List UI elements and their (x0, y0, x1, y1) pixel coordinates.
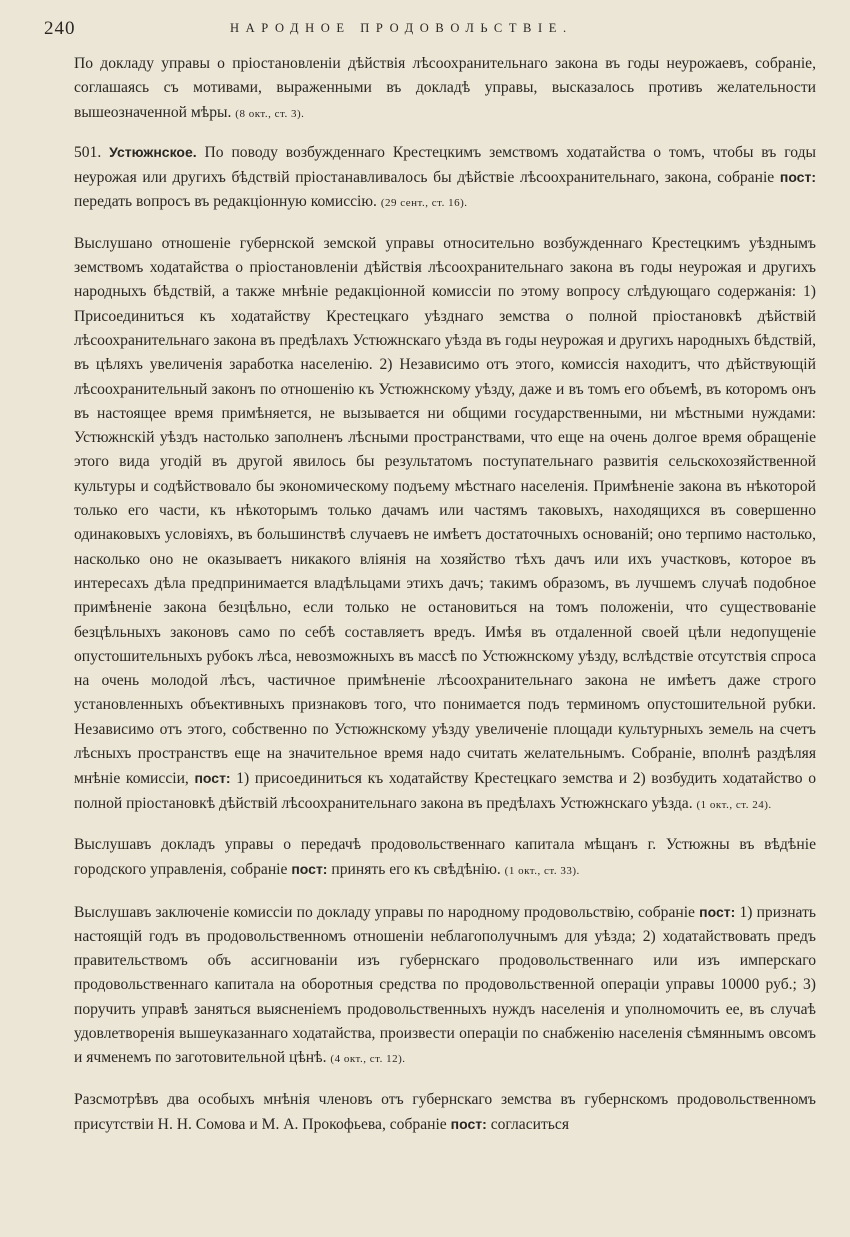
paragraph-text: Выслушано отношенiе губернской земской управы относительно возбужденнаго Крестецкимъ уѣзднымъ земствомъ ходатайства о прiостановленiи дѣйствiя лѣсоохранительнаго закона въ годы неурожая и другихъ народныхъ бѣдствiй, а также мнѣнiе редакцiонной комиссiи по этому вопросу слѣдующаго содержанiя: 1) Присоединиться къ ходатайству Крестецкаго уѣзднаго земства о полной прiостановкѣ дѣйствiй лѣсоохранительнаго закона въ предѣлахъ Устюжнскаго уѣзда въ годы неурожая и другихъ народныхъ бѣдствiй, въ цѣляхъ увеличенiя заработка населенiю. 2) Независимо отъ этого, комиссiя находитъ, что дѣйствующiй лѣсоохранительный законъ по отношенiю къ Устюжнскому уѣзду, даже и въ томъ его объемѣ, въ которомъ онъ въ настоящее время примѣняется, не вызывается ни общими государственными, ни мѣстными нуждами: Устюжнскiй уѣздъ настолько заполненъ лѣсными пространствами, что еще на очень долгое время обращенiе этого вида угодiй въ другой явилось бы результатомъ поступательнаго развитiя сельскохозяйственной культуры и содѣйствовало бы экономическому подъему мѣстнаго населенiя. Примѣненiе закона въ нѣкоторой только его части, къ нѣкоторымъ только дачамъ или частямъ таковыхъ, находящихся въ совершенно одинаковыхъ условiяхъ, въ большинствѣ случаевъ не имѣетъ достаточныхъ основанiй; оно терпимо настолько, насколько оно не оказываетъ никакого влiянiя на хозяйство тѣхъ дачъ или ихъ участковъ, которое въ интересахъ дѣла предпринимается владѣльцами этихъ дачъ; такимъ образомъ, въ лучшемъ случаѣ подобное примѣненiе закона безцѣльно, если только не остановиться на томъ положенiи, что существованiе безцѣльныхъ законовъ само по себѣ составляетъ вредъ. Имѣя въ отдаленной своей цѣли недопущенiе опустошительныхъ рубокъ лѣса, невозможныхъ въ массѣ по Устюжнскому уѣзду, вслѣдствiе отсутствiя спроса на очень молодой лѣсъ, частичное примѣненiе лѣсоохранительнаго закона не имѣетъ даже строго установленныхъ объективныхъ признаковъ того, что понимается подъ терминомъ опустошительной рубки. Независимо отъ этого, собственно по Устюжнскому уѣзду увеличенiе площади культурныхъ земель на счетъ лѣсныхъ пространствъ еще на значительное время надо считать желательнымъ. Собранiе, вполнѣ раздѣляя мнѣнiе комиссiи, (74, 234, 816, 788)
paragraph-text: 1) присоединиться къ ходатайству Крестецкаго земства и 2) возбудить ходатайство о полной прiостановкѣ дѣйствiй лѣсоохранительнаго закона въ предѣлахъ Устюжнскаго уѣзда. (74, 770, 816, 812)
paragraph-text: передать вопросъ въ редакцiонную комиссiю. (74, 193, 377, 211)
paragraph-text: По поводу возбужденнаго Крестецкимъ земствомъ ходатайства о томъ, чтобы въ годы неурожая или другихъ бѣдствiй прiостанавливалось бы дѣйствiе лѣсоохранительнаго, закона, собранiе (74, 143, 816, 187)
citation-ref: (1 окт., ст. 24). (696, 798, 772, 811)
paragraph-1 (74, 52, 816, 126)
citation-ref: (8 окт., ст. 3). (235, 107, 305, 120)
resolution-label: пост: (194, 770, 231, 787)
page-number: 240 (44, 18, 76, 39)
paragraph-6 (74, 1088, 816, 1138)
paragraph-3 (74, 232, 816, 817)
resolution-label: пост: (450, 1115, 487, 1132)
item-number: 501. (74, 143, 102, 161)
resolution-label: пост: (291, 861, 328, 878)
paragraph-5 (74, 900, 816, 1072)
paragraph-text: принять его къ свѣдѣнiю. (331, 861, 501, 879)
paragraph-text: Выслушавъ заключенiе комиссiи по докладу управы по народному продовольствiю, собранiе (74, 903, 695, 921)
running-title: НАРОДНОЕ ПРОДОВОЛЬСТВIЕ. (230, 21, 573, 35)
resolution-label: пост: (779, 169, 816, 186)
citation-ref: (29 сент., ст. 16). (380, 197, 468, 210)
paragraph-text: 1) признать настоящiй годъ въ продовольственномъ отношенiи неблагополучнымъ для уѣзда; 2) ходатайствовать предъ правительствомъ объ ассигнованiи изъ губернскаго продовольственнаго или изъ имперскаго продовольственнаго капитала на оборотныя средства по продовольственной операцiи управы 10000 руб.; 3) поручить управѣ заняться выясненiемъ продовольственныхъ нуждъ населенiя и уполномочить ее, въ случаѣ удовлетворенiя вышеуказаннаго ходатайства, произвести операцiи по снабженiю населенiя сѣмяннымъ овсомъ и ячменемъ по заготовительной цѣнѣ. (74, 903, 817, 1067)
paragraph-text: Выслушавъ докладъ управы о передачѣ продовольственнаго капитала мѣщанъ г. Устюжны въ вѣдѣнiе городского управленiя, собранiе (74, 835, 816, 879)
page-header (44, 18, 816, 52)
citation-ref: (4 окт., ст. 12). (330, 1053, 406, 1066)
citation-ref: (1 окт., ст. 33). (504, 865, 580, 878)
resolution-label: пост: (699, 903, 736, 920)
paragraph-501 (74, 140, 816, 216)
paragraph-4 (74, 833, 816, 884)
place-name: Устюжнское. (109, 143, 197, 160)
paragraph-text: Разсмотрѣвъ два особыхъ мнѣнiя членовъ отъ губернскаго земства въ губернскомъ продовольственномъ присутствiи Н. Н. Сомова и М. А. Прокофьева, собранiе (74, 1090, 816, 1133)
paragraph-text: По докладу управы о прiостановленiи дѣйствiя лѣсоохранительнаго закона въ годы неурожаевъ, собранiе, соглашаясь съ мотивами, выраженными въ докладѣ управы, высказалось противъ желательности вышеозначенной мѣры. (74, 55, 816, 121)
paragraph-text: согласиться (490, 1115, 569, 1133)
